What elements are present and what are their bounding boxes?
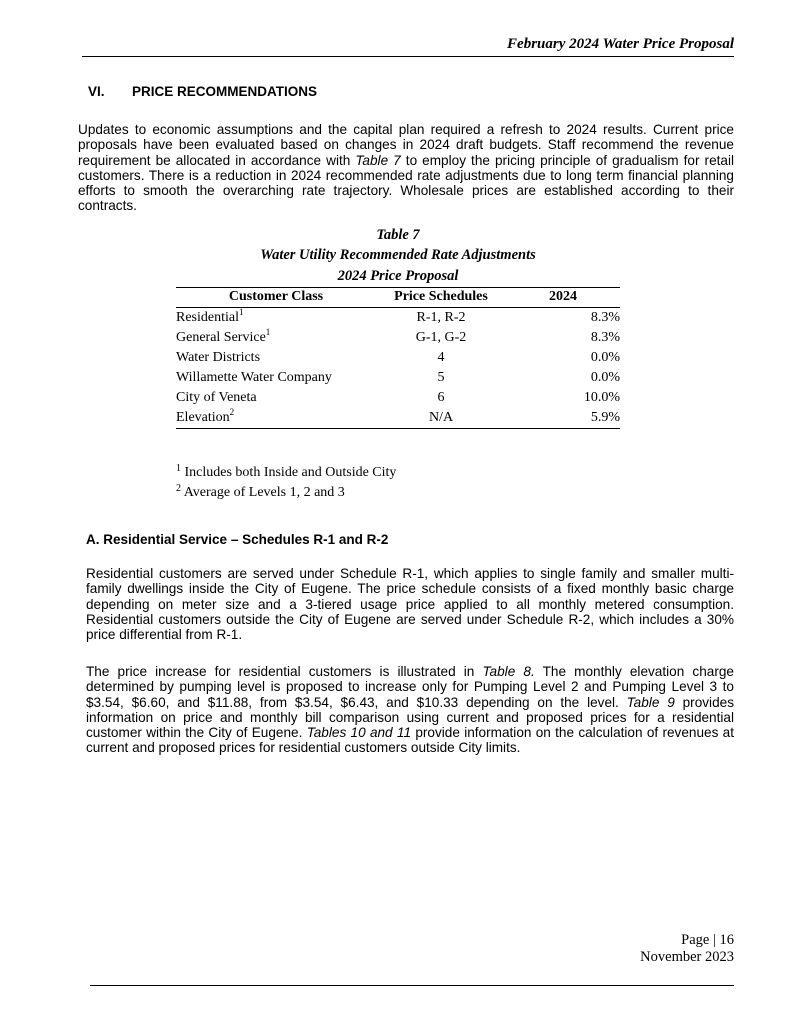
- page-number: Page | 16: [681, 932, 734, 948]
- adjustment-cell: 0.0%: [590, 370, 620, 385]
- price-schedule-cell: 4: [437, 350, 445, 365]
- section-heading: [88, 84, 317, 99]
- adjustment-cell: 5.9%: [506, 408, 620, 429]
- page-footer: [640, 932, 734, 966]
- customer-class-cell: Residential$^1$: [176, 307, 244, 325]
- customer-class-cell: General Service$^1$: [176, 327, 271, 345]
- table-9-reference: Table 9: [626, 694, 675, 710]
- table-row: [176, 308, 620, 329]
- price-schedule-cell: R-1, R-2: [416, 310, 466, 325]
- footer-rule: [90, 985, 734, 986]
- header-rule: [82, 56, 734, 57]
- adjustment-cell: 8.3%: [590, 310, 620, 325]
- intro-paragraph: Updates to economic assumptions and the capital plan required a refresh to 2024 results. Current price proposals have been evaluated based on changes in 2024 draft budgets. Staff recommend the revenue requirement be allocated in accordance with Table 7 to employ the pricing principle of gradualism for retail customers. There is a reduction in 2024 recommended rate adjustments due to long term financial planning efforts to smooth the overarching rate trajectory. Wholesale prices are established according to their contracts.: [78, 122, 735, 214]
- footer-date: November 2023: [640, 949, 734, 965]
- table-footnotes: [176, 463, 396, 503]
- adjustment-cell: 8.3%: [590, 330, 620, 345]
- table-header-row: [176, 288, 620, 308]
- footnote: $^2$ Average of Levels 1, 2 and 3: [176, 483, 345, 500]
- column-header: 2024: [506, 288, 620, 308]
- subsection-heading: A. Residential Service – Schedules R-1 and R-2: [86, 532, 389, 547]
- table-8-reference: Table 8.: [482, 664, 535, 679]
- residential-paragraph-1: Residential customers are served under Schedule R-1, which applies to single family and smaller multi-family dwellings inside the City of Eugene. The price schedule consists of a fixed monthly basic charge depending on meter size and a 3-tiered usage price applied to all monthly metered consumption. Residential customers outside the City of Eugene are served under Schedule R-2, which includes a 30% price differential from R-1.: [86, 566, 734, 643]
- price-schedule-cell: G-1, G-2: [415, 330, 467, 345]
- footnote: $^1$ Includes both Inside and Outside City: [176, 463, 397, 480]
- table-row: [176, 348, 620, 368]
- table-caption-number: Table 7: [376, 227, 420, 243]
- adjustment-cell: 10.0%: [583, 390, 620, 405]
- price-schedule-cell: 5: [437, 370, 445, 385]
- tables-10-11-reference: Tables 10 and 11: [306, 725, 412, 741]
- table-caption-title: Water Utility Recommended Rate Adjustments: [260, 247, 536, 263]
- column-header: Customer Class: [176, 288, 376, 308]
- customer-class-cell: Elevation$^2$: [176, 408, 376, 429]
- customer-class-cell: Willamette Water Company: [176, 370, 332, 385]
- section-title: PRICE RECOMMENDATIONS: [132, 84, 318, 99]
- table-row: [176, 368, 620, 388]
- residential-paragraph-2: The price increase for residential customers is illustrated in Table 8. The monthly elevation charge determined by pumping level is proposed to increase only for Pumping Level 2 and Pumping Level 3 to $3.54, $6.60, and $11.88, from $3.54, $6.43, and $10.33 depending on the level. Table 9 provides information on price and monthly bill comparison using current and proposed prices for a residential customer within the City of Eugene. Tables 10 and 11 provide information on the calculation of revenues at current and proposed prices for residential customers outside City limits.: [86, 664, 735, 756]
- rate-adjustments-table: [176, 287, 620, 429]
- column-header: Price Schedules: [376, 288, 506, 308]
- customer-class-cell: Water Districts: [176, 350, 261, 365]
- table-7-reference: Table 7: [355, 152, 401, 168]
- page-header-title: February 2024 Water Price Proposal: [507, 36, 734, 52]
- table-row: [176, 328, 620, 348]
- table-row: [176, 388, 620, 408]
- customer-class-cell: City of Veneta: [176, 390, 257, 405]
- adjustment-cell: 0.0%: [590, 350, 620, 365]
- price-schedule-cell: 6: [437, 390, 445, 405]
- table-row: [176, 408, 620, 429]
- section-number: VI.: [88, 84, 105, 99]
- table-caption-subtitle: 2024 Price Proposal: [337, 268, 459, 284]
- price-schedule-cell: N/A: [376, 408, 506, 429]
